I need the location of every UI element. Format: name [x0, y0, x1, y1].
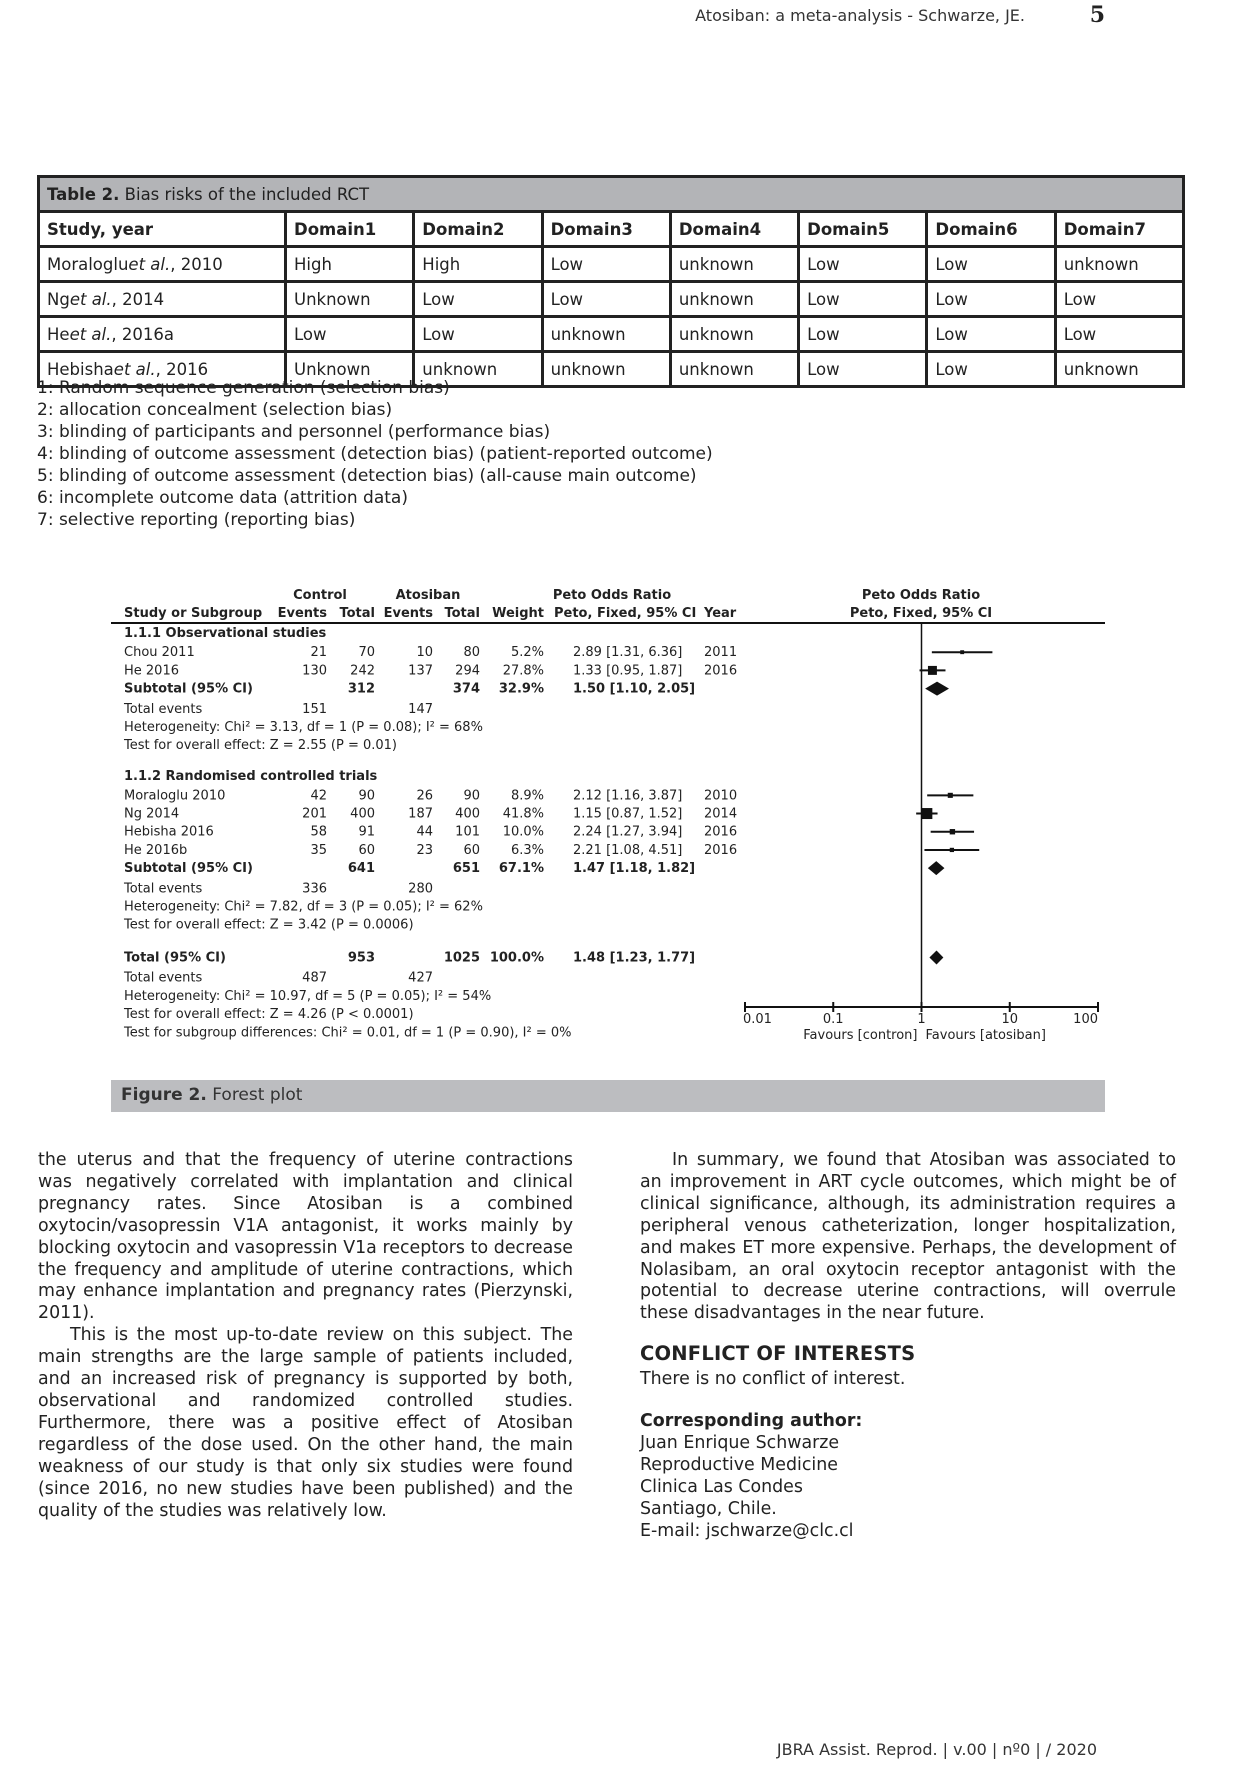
point-estimate — [950, 829, 955, 834]
header-year: Year — [704, 606, 737, 621]
subtotal-diamond — [928, 861, 945, 875]
study-name: Hebisha — [47, 359, 114, 379]
subgroup-title: 1.1.2 Randomised controlled trials — [124, 769, 378, 785]
x-tick-label: 0.01 — [743, 1012, 772, 1027]
domain-cell: Low — [927, 352, 1055, 387]
table-note: 6: incomplete outcome data (attrition data) — [37, 488, 408, 508]
study-cell — [39, 317, 286, 352]
header-control-total: Total — [339, 606, 375, 621]
plot-subtitle: Peto, Fixed, 95% CI — [849, 606, 993, 621]
subtotal-weight: 32.9% — [498, 681, 544, 697]
column-header: Domain2 — [414, 212, 542, 247]
subgroup-title: 1.1.1 Observational studies — [124, 626, 327, 641]
domain-cell: Low — [414, 317, 542, 352]
total-events-control: 151 — [302, 701, 327, 717]
x-label-favours-atosiban: Favours [atosiban] — [925, 1028, 1046, 1043]
study-or-text: 2.89 [1.31, 6.36] — [573, 645, 683, 661]
domain-cell: Low — [799, 247, 927, 282]
section-heading-conflict: CONFLICT OF INTERESTS — [640, 1342, 916, 1366]
domain-cell: Low — [799, 352, 927, 387]
column-header: Domain5 — [799, 212, 927, 247]
study-name: Ng 2014 — [124, 806, 180, 822]
control-total: 90 — [358, 788, 375, 804]
domain-cell: unknown — [670, 282, 798, 317]
atosiban-events: 26 — [416, 788, 433, 804]
domain-cell: unknown — [542, 317, 670, 352]
domain-cell: Low — [1055, 317, 1183, 352]
subtotal-diamond — [925, 682, 949, 696]
study-name: Moraloglu — [47, 254, 129, 274]
x-label-favours-control: Favours [contron] — [803, 1028, 918, 1043]
study-or-text: 2.12 [1.16, 3.87] — [573, 788, 683, 804]
subtotal-atosiban-total: 374 — [452, 681, 480, 697]
author-department: Reproductive Medicine — [640, 1454, 838, 1475]
overall-effect-text: Test for overall effect: Z = 4.26 (P < 0.0001) — [124, 1007, 414, 1023]
x-tick-label: 1 — [917, 1012, 926, 1027]
page-number: 5 — [1089, 2, 1105, 28]
study-or-text: 1.33 [0.95, 1.87] — [573, 663, 683, 679]
header-or: Peto Odds Ratio — [552, 588, 672, 603]
domain-cell: High — [414, 247, 542, 282]
study-etal: et al. — [69, 324, 112, 344]
header-study: Study or Subgroup — [124, 606, 263, 621]
column-header: Domain3 — [542, 212, 670, 247]
control-total: 400 — [350, 806, 375, 822]
table-note: 4: blinding of outcome assessment (detection bias) (patient-reported outcome) — [37, 444, 713, 464]
atosiban-events: 187 — [408, 806, 433, 822]
x-tick-label: 0.1 — [822, 1012, 844, 1027]
heterogeneity-text: Heterogeneity: Chi² = 3.13, df = 1 (P = 0.08); I² = 68% — [124, 720, 483, 735]
atosiban-total: 101 — [455, 824, 480, 840]
control-events: 201 — [302, 806, 327, 822]
study-year: , 2010 — [170, 254, 223, 274]
table-row — [39, 317, 1184, 352]
atosiban-events: 137 — [408, 663, 433, 679]
domain-cell: Low — [286, 317, 414, 352]
study-or-text: 2.24 [1.27, 3.94] — [573, 824, 683, 840]
study-year: 2010 — [704, 788, 738, 804]
table — [37, 175, 1185, 388]
study-year: 2014 — [704, 806, 738, 822]
domain-cell: unknown — [1055, 352, 1183, 387]
column-header: Domain4 — [670, 212, 798, 247]
control-events: 35 — [310, 842, 327, 858]
table-row — [39, 282, 1184, 317]
subgroup-difference-text: Test for subgroup differences: Chi² = 0.01, df = 1 (P = 0.90), I² = 0% — [124, 1025, 572, 1041]
total-events-control: 336 — [302, 881, 327, 897]
study-name: He 2016 — [124, 663, 179, 679]
total-weight: 100.0% — [489, 950, 544, 966]
table-note: 2: allocation concealment (selection bias) — [37, 400, 393, 420]
table-caption-row — [39, 177, 1184, 212]
running-title: Atosiban: a meta-analysis - Schwarze, JE. — [695, 6, 1025, 25]
figure-caption-label: Figure 2. — [121, 1085, 207, 1105]
subtotal-control-total: 312 — [347, 681, 375, 697]
study-weight: 6.3% — [510, 842, 544, 858]
paragraph: the uterus and that the frequency of uterine contractions was negatively correlated with implantation and clinical pregnancy rates. Since Atosiban is a combined oxytocin/vasopressin V1A antagonist, it works mainly by blocking oxytocin and vasopressin V1a receptors to decrease the frequency and amplitude of uterine contractions, which may enhance implantation and pregnancy rates (Pierzynski, 2011). — [38, 1150, 573, 1324]
control-events: 21 — [310, 645, 327, 661]
total-events-atosiban: 147 — [408, 701, 433, 717]
study-name: He 2016b — [124, 842, 188, 858]
study-name: Chou 2011 — [124, 645, 195, 661]
paragraph: In summary, we found that Atosiban was associated to an improvement in ART cycle outcomes, which might be of clinical significance, although, its administration requires a peripheral venous catheterization, longer hospitalization, and makes ET more expensive. Perhaps, the development of Nolasibam, an oral oxytocin receptor antagonist with the potential to decrease uterine contractions, will overrule these disadvantages in the near future. — [640, 1150, 1176, 1324]
domain-cell: Low — [799, 282, 927, 317]
column-header: Study, year — [39, 212, 286, 247]
header-atosiban-total: Total — [444, 606, 480, 621]
control-total: 70 — [358, 645, 375, 661]
heterogeneity-text: Heterogeneity: Chi² = 7.82, df = 3 (P = 0.05); I² = 62% — [124, 899, 483, 915]
point-estimate — [921, 808, 932, 819]
total-label: Total (95% CI) — [124, 950, 226, 966]
study-cell — [39, 247, 286, 282]
table-header-row — [39, 212, 1184, 247]
total-events-label: Total events — [124, 881, 203, 897]
subtotal-atosiban-total: 651 — [452, 861, 480, 877]
point-estimate — [948, 793, 953, 798]
study-etal: et al. — [128, 254, 171, 274]
header-atosiban-events: Events — [383, 606, 433, 621]
study-name: Moraloglu 2010 — [124, 788, 226, 804]
total-events-control: 487 — [302, 970, 327, 986]
header-weight: Weight — [492, 606, 544, 621]
header-atosiban: Atosiban — [395, 588, 461, 603]
domain-cell: Low — [799, 317, 927, 352]
control-total: 242 — [350, 663, 375, 679]
forest-plot-svg — [0, 580, 1237, 1060]
author-location: Santiago, Chile. — [640, 1498, 777, 1519]
domain-cell: unknown — [670, 317, 798, 352]
subtotal-or-text: 1.50 [1.10, 2.05] — [573, 681, 696, 697]
study-year: , 2016 — [155, 359, 209, 379]
control-events: 58 — [310, 824, 327, 840]
atosiban-total: 60 — [463, 842, 480, 858]
column-header: Domain6 — [927, 212, 1055, 247]
study-weight: 27.8% — [502, 663, 544, 679]
domain-cell: Unknown — [286, 352, 414, 387]
control-total: 60 — [358, 842, 375, 858]
control-events: 42 — [310, 788, 327, 804]
table-caption-text: Bias risks of the included RCT — [119, 184, 370, 204]
study-year: 2016 — [704, 842, 738, 858]
subtotal-or-text: 1.47 [1.18, 1.82] — [573, 861, 696, 877]
study-cell — [39, 282, 286, 317]
table-note: 3: blinding of participants and personnel (performance bias) — [37, 422, 551, 442]
total-control-total: 953 — [347, 950, 375, 966]
atosiban-total: 90 — [463, 788, 480, 804]
overall-effect-text: Test for overall effect: Z = 3.42 (P = 0.0006) — [124, 917, 414, 933]
corresponding-label: Corresponding author: — [640, 1411, 863, 1432]
domain-cell: Low — [1055, 282, 1183, 317]
overall-effect-text: Test for overall effect: Z = 2.55 (P = 0.01) — [124, 738, 397, 754]
forest-plot — [0, 580, 1237, 1060]
total-events-atosiban: 280 — [408, 881, 433, 897]
study-etal: et al. — [113, 359, 156, 379]
table-note: 5: blinding of outcome assessment (detection bias) (all-cause main outcome) — [37, 466, 697, 486]
total-events-atosiban: 427 — [408, 970, 433, 986]
table-note: 1: Random sequence generation (selection bias) — [37, 378, 450, 398]
total-events-label: Total events — [124, 701, 203, 717]
domain-cell: Low — [542, 282, 670, 317]
domain-cell: Low — [927, 282, 1055, 317]
corresponding-author — [640, 1411, 1176, 1542]
author-name: Juan Enrique Schwarze — [640, 1432, 840, 1453]
domain-cell: unknown — [1055, 247, 1183, 282]
total-diamond — [929, 951, 943, 965]
subtotal-weight: 67.1% — [498, 861, 544, 877]
figure-caption-text: Forest plot — [206, 1085, 303, 1105]
domain-cell: Low — [414, 282, 542, 317]
study-name: He — [47, 324, 70, 344]
header-control: Control — [293, 588, 347, 603]
control-events: 130 — [302, 663, 327, 679]
domain-cell: unknown — [670, 247, 798, 282]
study-weight: 8.9% — [510, 788, 544, 804]
table-note: 7: selective reporting (reporting bias) — [37, 510, 356, 530]
subtotal-control-total: 641 — [347, 861, 375, 877]
study-name: Hebisha 2016 — [124, 824, 214, 840]
table-notes — [37, 377, 713, 531]
left-column — [38, 1150, 573, 1522]
right-column — [640, 1150, 1176, 1543]
domain-cell: unknown — [542, 352, 670, 387]
header-or-sub: Peto, Fixed, 95% CI — [554, 606, 697, 621]
study-year: 2011 — [704, 645, 738, 661]
table-body — [39, 247, 1184, 387]
total-events-label: Total events — [124, 970, 203, 986]
table-caption — [39, 177, 1184, 212]
domain-cell: Low — [542, 247, 670, 282]
domain-cell: Unknown — [286, 282, 414, 317]
domain-cell: Low — [927, 247, 1055, 282]
study-weight: 41.8% — [502, 806, 544, 822]
table-caption-label: Table 2. — [47, 184, 120, 204]
atosiban-total: 294 — [455, 663, 480, 679]
conflict-statement: There is no conflict of interest. — [640, 1369, 906, 1390]
atosiban-events: 23 — [416, 842, 433, 858]
total-or-text: 1.48 [1.23, 1.77] — [573, 950, 696, 966]
study-or-text: 2.21 [1.08, 4.51] — [573, 842, 683, 858]
plot-title: Peto Odds Ratio — [861, 588, 981, 603]
study-weight: 5.2% — [510, 645, 544, 661]
column-header: Domain7 — [1055, 212, 1183, 247]
atosiban-events: 44 — [416, 824, 433, 840]
study-etal: et al. — [69, 289, 112, 309]
bias-risk-table — [37, 175, 1185, 388]
point-estimate — [928, 666, 937, 675]
control-total: 91 — [358, 824, 375, 840]
atosiban-total: 80 — [463, 645, 480, 661]
figure-caption — [121, 1085, 302, 1105]
study-year: , 2014 — [111, 289, 165, 309]
heterogeneity-text: Heterogeneity: Chi² = 10.97, df = 5 (P = 0.05); I² = 54% — [124, 988, 492, 1004]
study-year: , 2016a — [111, 324, 174, 344]
atosiban-total: 400 — [455, 806, 480, 822]
paragraph: This is the most up-to-date review on this subject. The main strengths are the large sample of patients included, and an increased risk of pregnancy is supported by both, observational and randomized controlled studies. Furthermore, there was a positive effect of Atosiban regardless of the dose used. On the other hand, the main weakness of our study is that only six studies were found (since 2016, no new studies have been published) and the quality of the studies was relatively low. — [38, 1325, 573, 1521]
domain-cell: High — [286, 247, 414, 282]
study-year: 2016 — [704, 663, 738, 679]
point-estimate — [950, 848, 954, 852]
x-tick-label: 10 — [1001, 1012, 1019, 1027]
study-year: 2016 — [704, 824, 738, 840]
journal-footer: JBRA Assist. Reprod. | v.00 | nº0 | / 2020 — [776, 1740, 1097, 1759]
author-email[interactable]: E-mail: jschwarze@clc.cl — [640, 1520, 854, 1541]
column-header: Domain1 — [286, 212, 414, 247]
point-estimate — [960, 650, 964, 654]
total-atosiban-total: 1025 — [443, 950, 480, 966]
study-or-text: 1.15 [0.87, 1.52] — [573, 806, 683, 822]
study-weight: 10.0% — [502, 824, 544, 840]
header-control-events: Events — [277, 606, 327, 621]
atosiban-events: 10 — [416, 645, 433, 661]
x-tick-label: 100 — [1073, 1012, 1098, 1027]
domain-cell: unknown — [414, 352, 542, 387]
subtotal-label: Subtotal (95% CI) — [124, 681, 253, 697]
author-institution: Clinica Las Condes — [640, 1476, 803, 1497]
table-row — [39, 247, 1184, 282]
subtotal-label: Subtotal (95% CI) — [124, 861, 253, 877]
study-name: Ng — [47, 289, 70, 309]
domain-cell: Low — [927, 317, 1055, 352]
domain-cell: unknown — [670, 352, 798, 387]
